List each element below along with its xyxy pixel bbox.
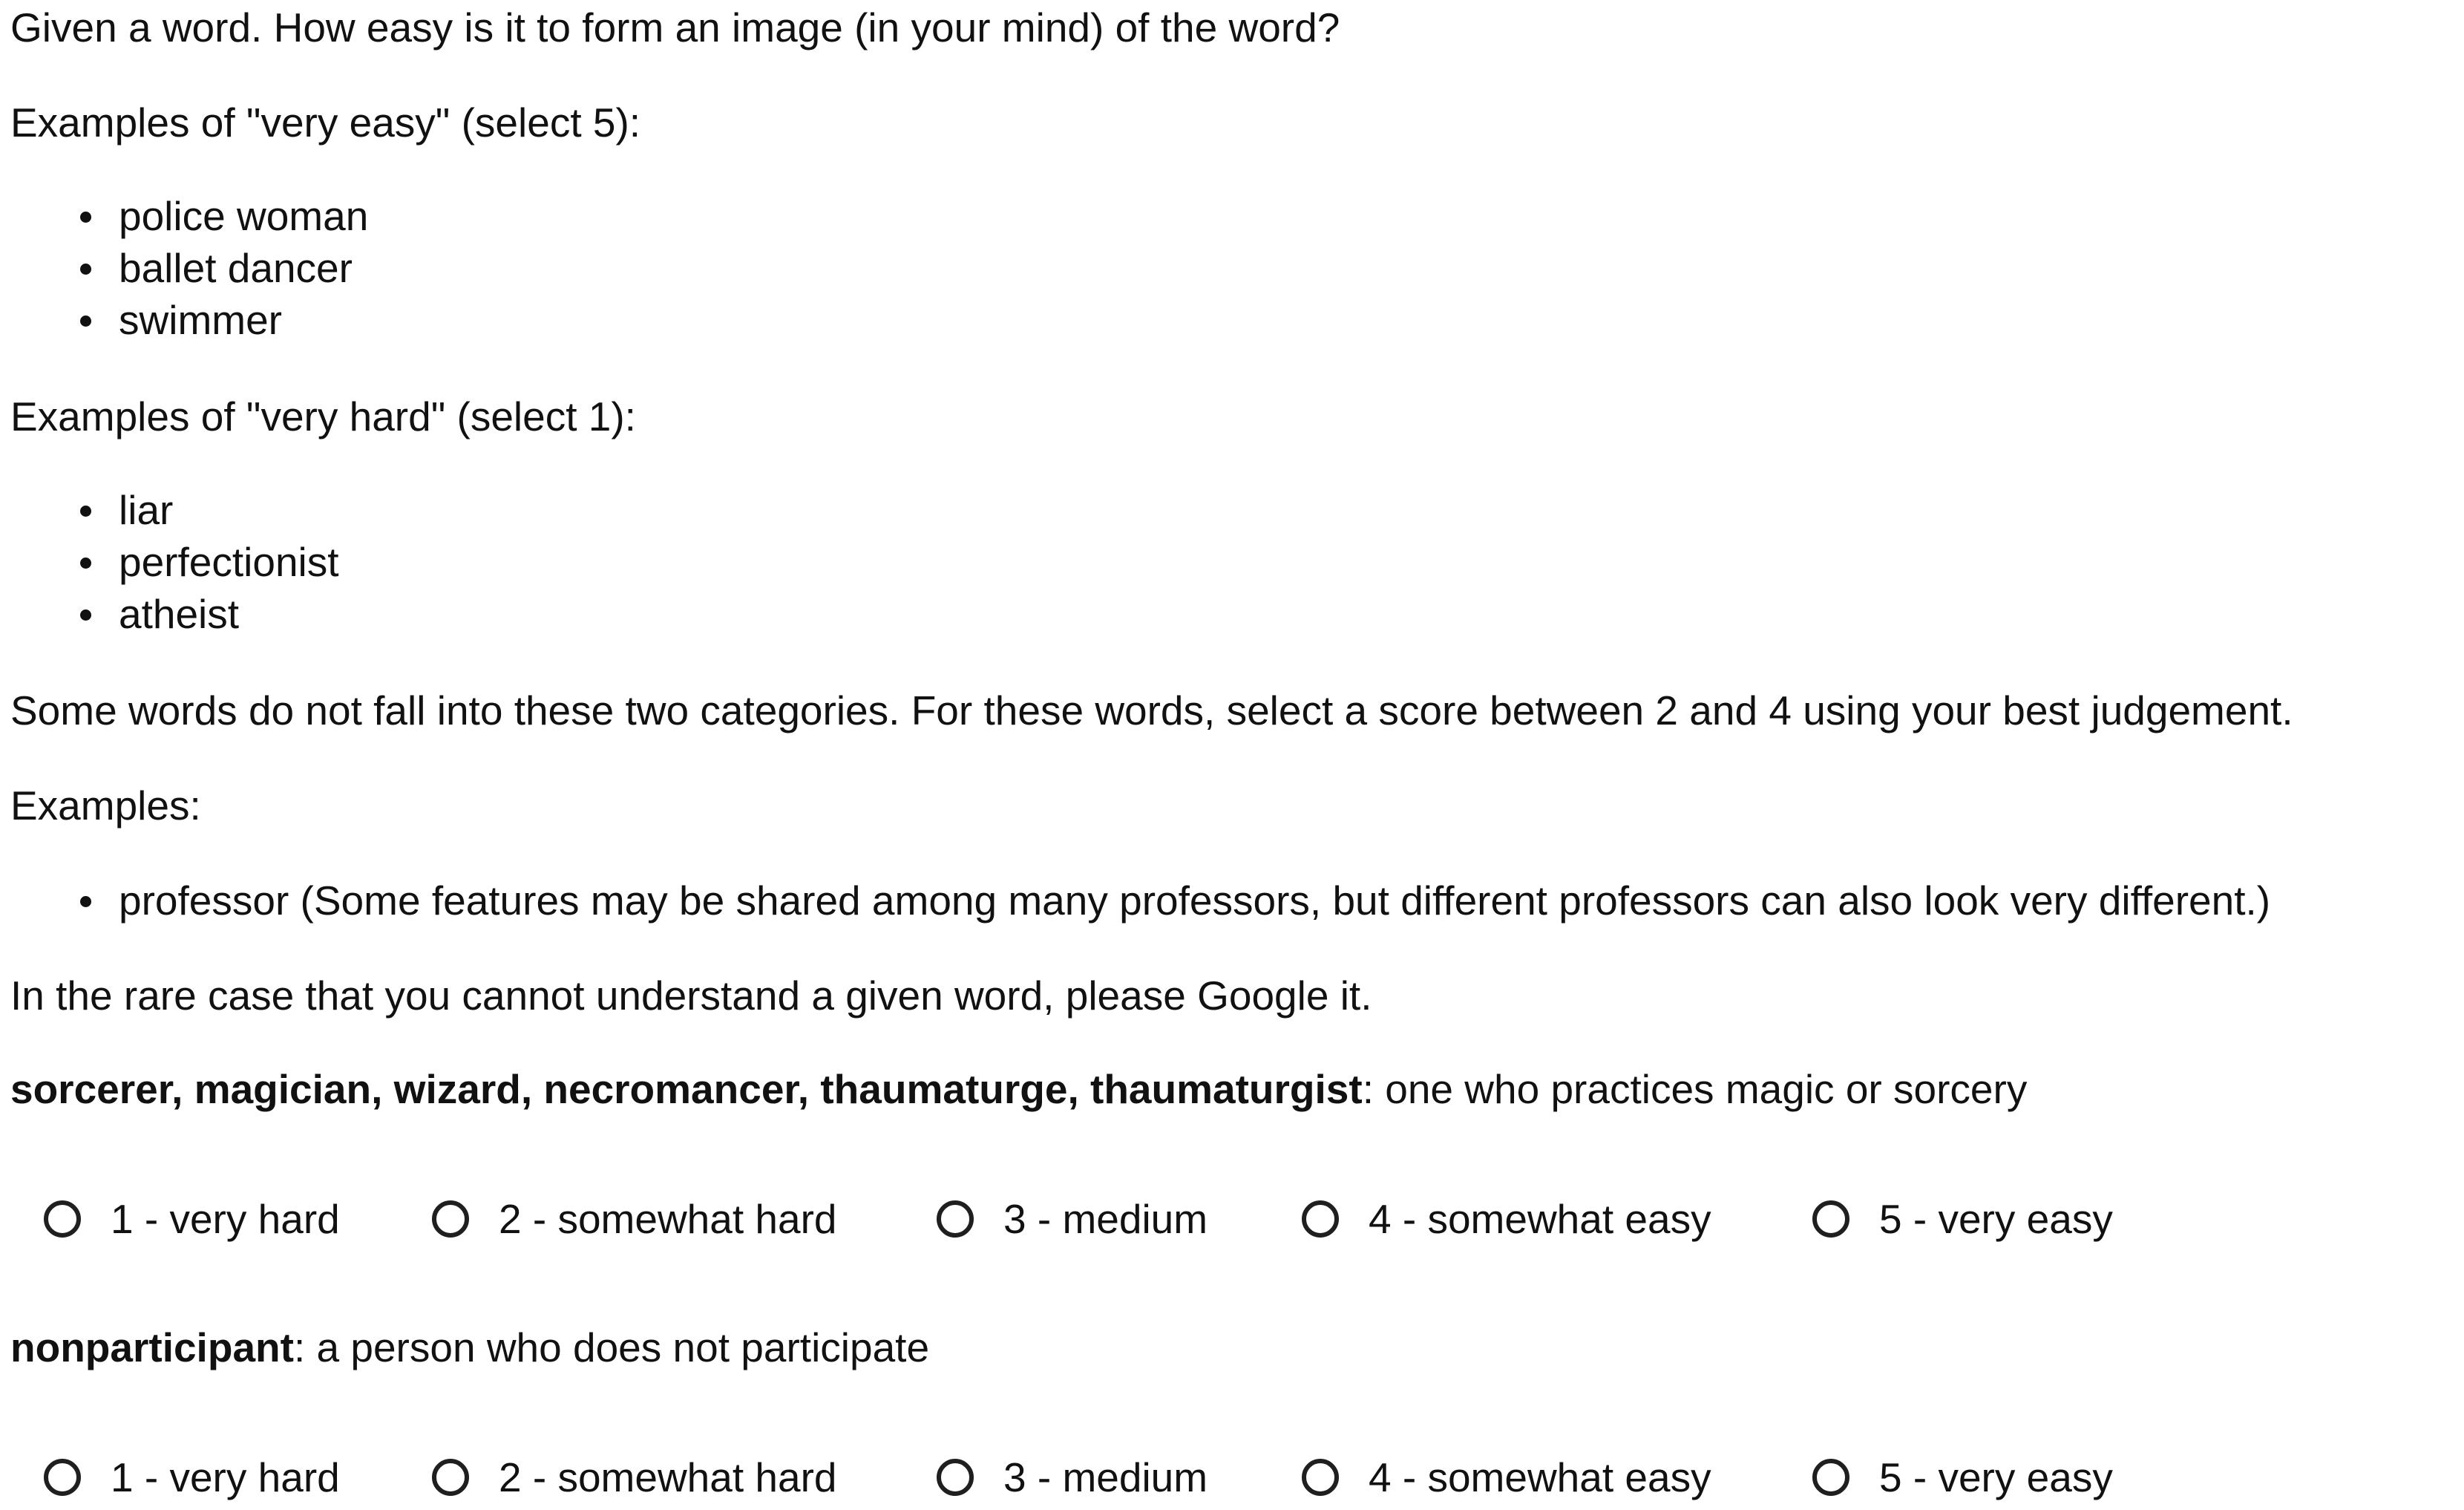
option-label: 5 - very easy — [1879, 1454, 2113, 1500]
option-label: 1 - very hard — [111, 1196, 340, 1242]
list-item: swimmer — [119, 294, 368, 346]
option-label: 2 - somewhat hard — [499, 1196, 837, 1242]
list-item: liar — [119, 484, 339, 536]
question-2-option-5[interactable] — [1812, 1448, 2113, 1507]
option-label: 1 - very hard — [111, 1454, 340, 1500]
examples-heading: Examples: — [10, 782, 201, 828]
easy-examples-list — [119, 190, 368, 346]
radio-button[interactable] — [1812, 1200, 1849, 1238]
list-item: perfectionist — [119, 536, 339, 588]
option-label: 5 - very easy — [1879, 1196, 2113, 1242]
question-1-option-4[interactable] — [1302, 1189, 1711, 1249]
radio-button[interactable] — [937, 1459, 974, 1496]
middle-examples-list — [119, 875, 2270, 926]
question-2-option-4[interactable] — [1302, 1448, 1711, 1507]
question-1-option-2[interactable] — [432, 1189, 837, 1249]
easy-examples-heading: Examples of "very easy" (select 5): — [10, 99, 641, 146]
question-1-prompt — [10, 1063, 2027, 1115]
question-1-option-1[interactable] — [44, 1189, 340, 1249]
radio-button[interactable] — [1812, 1459, 1849, 1496]
radio-button[interactable] — [1302, 1459, 1339, 1496]
list-item: professor (Some features may be shared among many professors, but different professors can also look very different.) — [119, 875, 2270, 926]
question-2-rating-group — [10, 1448, 2452, 1507]
option-label: 3 - medium — [1003, 1454, 1208, 1500]
list-item: atheist — [119, 588, 339, 640]
list-item: police woman — [119, 190, 368, 242]
list-item: ballet dancer — [119, 242, 368, 294]
question-2-option-1[interactable] — [44, 1448, 340, 1507]
question-1-option-5[interactable] — [1812, 1189, 2113, 1249]
radio-button[interactable] — [432, 1200, 469, 1238]
option-label: 4 - somewhat easy — [1369, 1454, 1711, 1500]
radio-button[interactable] — [432, 1459, 469, 1496]
question-1-definition: : one who practices magic or sorcery — [1362, 1066, 2028, 1112]
hard-examples-heading: Examples of "very hard" (select 1): — [10, 393, 636, 439]
middle-categories-text: Some words do not fall into these two categories. For these words, select a score between 2 and 4 using your best judgement. — [10, 687, 2293, 733]
hard-examples-list — [119, 484, 339, 640]
question-2-option-2[interactable] — [432, 1448, 837, 1507]
option-label: 3 - medium — [1003, 1196, 1208, 1242]
question-2-term: nonparticipant — [10, 1324, 294, 1370]
radio-button[interactable] — [44, 1200, 81, 1238]
question-1-option-3[interactable] — [937, 1189, 1208, 1249]
option-label: 4 - somewhat easy — [1369, 1196, 1711, 1242]
question-2-prompt — [10, 1321, 929, 1373]
question-2-definition: : a person who does not participate — [293, 1324, 930, 1370]
question-1-rating-group — [10, 1189, 2452, 1249]
radio-button[interactable] — [937, 1200, 974, 1238]
google-note: In the rare case that you cannot understand a given word, please Google it. — [10, 973, 1372, 1019]
option-label: 2 - somewhat hard — [499, 1454, 837, 1500]
intro-text: Given a word. How easy is it to form an image (in your mind) of the word? — [10, 4, 1340, 50]
radio-button[interactable] — [1302, 1200, 1339, 1238]
question-1-term: sorcerer, magician, wizard, necromancer, thaumaturge, thaumaturgist — [10, 1066, 1363, 1112]
question-2-option-3[interactable] — [937, 1448, 1208, 1507]
radio-button[interactable] — [44, 1459, 81, 1496]
